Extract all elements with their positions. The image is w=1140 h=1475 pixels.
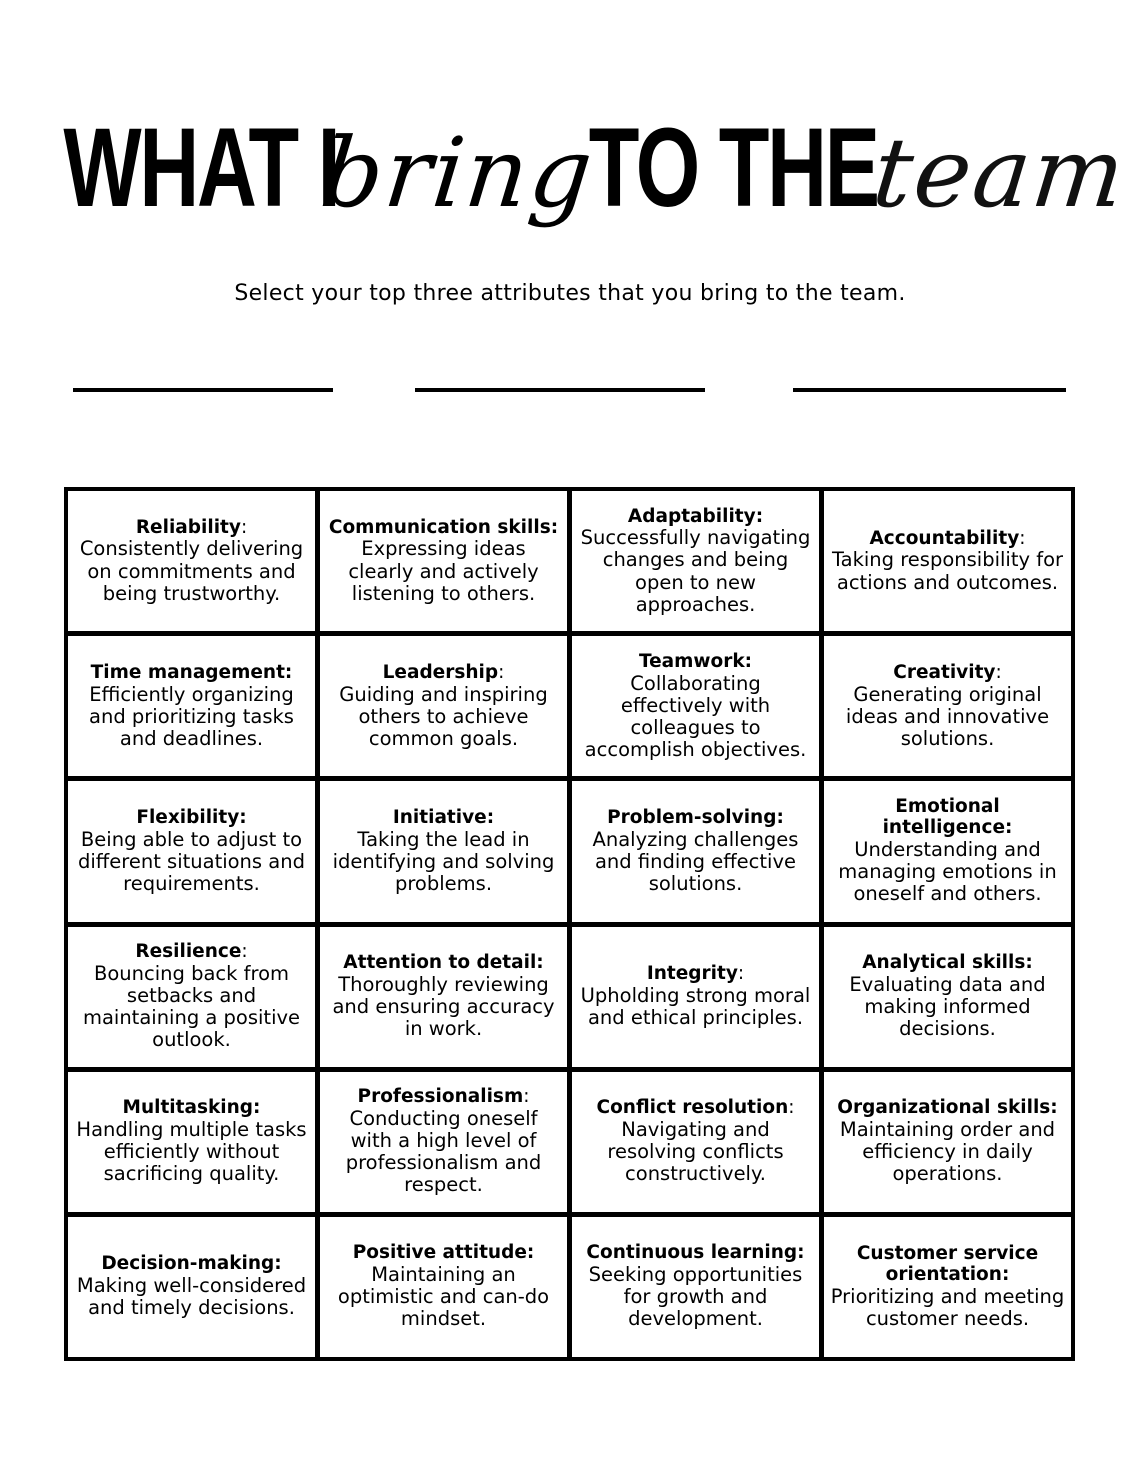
attribute-heading <box>862 953 1033 974</box>
attribute-heading <box>837 1098 1057 1119</box>
attribute-name: Organizational skills: <box>837 1097 1058 1119</box>
attribute-cell[interactable] <box>824 636 1071 776</box>
attribute-description: Handling multiple tasks efficiently without sacrificing quality. <box>76 1118 307 1186</box>
attribute-name: Resilience <box>135 941 242 963</box>
attribute-cell[interactable] <box>68 1072 315 1212</box>
attribute-heading <box>123 1098 261 1119</box>
attribute-heading <box>830 797 1065 839</box>
attribute-description: Seeking opportunities for growth and development. <box>588 1263 803 1331</box>
attribute-cell[interactable] <box>320 927 567 1067</box>
attribute-heading <box>893 663 1001 684</box>
attribute-colon: : <box>523 1086 530 1108</box>
attribute-description: Generating original ideas and innovative solutions. <box>845 682 1050 750</box>
attribute-description: Upholding strong moral and ethical principles. <box>580 983 811 1030</box>
attribute-heading <box>343 953 543 974</box>
attribute-name: Creativity <box>893 661 996 683</box>
attribute-heading <box>607 808 784 829</box>
attribute-cell[interactable] <box>824 1217 1071 1357</box>
attribute-heading <box>135 942 247 963</box>
attribute-name: Communication skills: <box>328 516 559 538</box>
attribute-name: Decision-making: <box>101 1253 282 1275</box>
attribute-name: Reliability <box>135 516 241 538</box>
attribute-colon: : <box>498 661 505 683</box>
title-team: team <box>867 117 1132 229</box>
attribute-description: Guiding and inspiring others to achieve common goals. <box>339 682 548 750</box>
attribute-heading <box>639 652 752 673</box>
title-what-i: WHAT I <box>62 105 339 230</box>
attribute-description: Making well-considered and timely decisions. <box>76 1274 307 1320</box>
attribute-cell[interactable] <box>824 491 1071 631</box>
attribute-description: Thoroughly reviewing and ensuring accuracy in work. <box>332 972 555 1041</box>
attribute-colon: : <box>995 661 1002 683</box>
attribute-cell[interactable] <box>68 1217 315 1357</box>
attribute-colon: : <box>788 1097 795 1119</box>
attribute-description: Taking the lead in identifying and solving problems. <box>332 827 555 895</box>
title-to-the: TO THE <box>588 105 878 230</box>
attribute-name: Time management: <box>90 661 293 683</box>
attribute-description: Collaborating effectively with colleagues to accomplish objectives. <box>584 671 807 761</box>
attribute-name: Integrity <box>646 963 738 985</box>
attribute-cell[interactable] <box>68 927 315 1067</box>
attribute-name: Customer service orientation: <box>856 1242 1039 1285</box>
attribute-heading <box>628 507 763 528</box>
attribute-name: Leadership <box>382 661 499 683</box>
attribute-heading <box>353 1243 535 1264</box>
attribute-heading <box>329 518 558 539</box>
attribute-cell[interactable] <box>824 927 1071 1067</box>
attribute-cell[interactable] <box>824 1072 1071 1212</box>
attribute-name: Accountability <box>869 527 1020 549</box>
instructions: Select your top three attributes that you bring to the team. <box>234 281 906 306</box>
attribute-description: Maintaining an optimistic and can-do mindset. <box>337 1263 550 1331</box>
attributes-grid <box>64 487 1075 1361</box>
page-title <box>0 105 1140 230</box>
attribute-description: Analyzing challenges and finding effective solutions. <box>592 827 799 895</box>
attribute-cell[interactable] <box>572 491 819 631</box>
attribute-cell[interactable] <box>320 781 567 921</box>
attribute-heading <box>830 1244 1065 1286</box>
attribute-cell[interactable] <box>572 927 819 1067</box>
attribute-cell[interactable] <box>824 781 1071 921</box>
attribute-description: Prioritizing and meeting customer needs. <box>830 1284 1065 1330</box>
title-bring: bring <box>315 117 599 229</box>
attribute-name: Analytical skills: <box>862 952 1033 974</box>
attribute-heading <box>136 518 247 539</box>
attribute-description: Conducting oneself with a high level of professionalism and respect. <box>345 1107 542 1197</box>
attribute-name: Emotional intelligence: <box>882 796 1013 839</box>
answer-line-1[interactable] <box>73 388 333 392</box>
attribute-heading <box>383 663 505 684</box>
attribute-description: Efficiently organizing and prioritizing tasks and deadlines. <box>89 682 294 750</box>
attribute-cell[interactable] <box>572 781 819 921</box>
attribute-colon: : <box>737 963 745 985</box>
attribute-description: Understanding and managing emotions in oneself and others. <box>838 838 1057 906</box>
attribute-name: Professionalism <box>357 1086 524 1108</box>
attribute-name: Flexibility: <box>136 806 247 828</box>
attribute-heading <box>597 1098 795 1119</box>
attribute-name: Multitasking: <box>122 1097 261 1119</box>
attribute-heading <box>647 964 744 985</box>
attribute-description: Evaluating data and making informed decisions. <box>849 972 1046 1041</box>
attribute-cell[interactable] <box>320 1217 567 1357</box>
attribute-heading <box>869 529 1025 550</box>
attribute-cell[interactable] <box>320 1072 567 1212</box>
attribute-description: Consistently delivering on commitments and being trustworthy. <box>79 537 304 605</box>
attribute-cell[interactable] <box>572 636 819 776</box>
attribute-colon: : <box>240 516 248 538</box>
attribute-cell[interactable] <box>68 781 315 921</box>
attribute-cell[interactable] <box>572 1072 819 1212</box>
attribute-name: Conflict resolution <box>596 1097 789 1119</box>
attribute-heading <box>91 663 293 684</box>
attribute-cell[interactable] <box>572 1217 819 1357</box>
attribute-name: Problem-solving: <box>607 806 784 828</box>
attribute-description: Taking responsibility for actions and outcomes. <box>831 548 1064 594</box>
attribute-colon: : <box>1019 527 1026 549</box>
attribute-name: Positive attitude: <box>352 1242 535 1264</box>
answer-line-3[interactable] <box>793 388 1066 392</box>
attribute-cell[interactable] <box>320 636 567 776</box>
attribute-heading <box>393 808 494 829</box>
attribute-heading <box>586 1243 804 1264</box>
attribute-name: Attention to detail: <box>343 952 544 974</box>
attribute-description: Being able to adjust to different situations and requirements. <box>78 827 305 895</box>
attribute-description: Successfully navigating changes and being open to new approaches. <box>580 526 811 616</box>
attribute-description: Expressing ideas clearly and actively listening to others. <box>348 537 539 605</box>
attribute-heading <box>358 1087 530 1108</box>
answer-line-2[interactable] <box>415 388 705 392</box>
attribute-description: Maintaining order and efficiency in daily operations. <box>839 1118 1056 1186</box>
attribute-name: Adaptability: <box>627 505 764 527</box>
attribute-heading <box>136 808 246 829</box>
attribute-description: Navigating and resolving conflicts constructively. <box>607 1118 784 1186</box>
attribute-heading <box>101 1254 281 1275</box>
attribute-cell[interactable] <box>68 491 315 631</box>
attribute-colon: : <box>241 941 248 963</box>
attribute-cell[interactable] <box>320 491 567 631</box>
attribute-cell[interactable] <box>68 636 315 776</box>
attribute-description: Bouncing back from setbacks and maintaining a positive outlook. <box>82 961 301 1052</box>
attribute-name: Teamwork: <box>638 650 753 672</box>
attribute-name: Continuous learning: <box>586 1242 805 1264</box>
attribute-name: Initiative: <box>392 806 495 828</box>
